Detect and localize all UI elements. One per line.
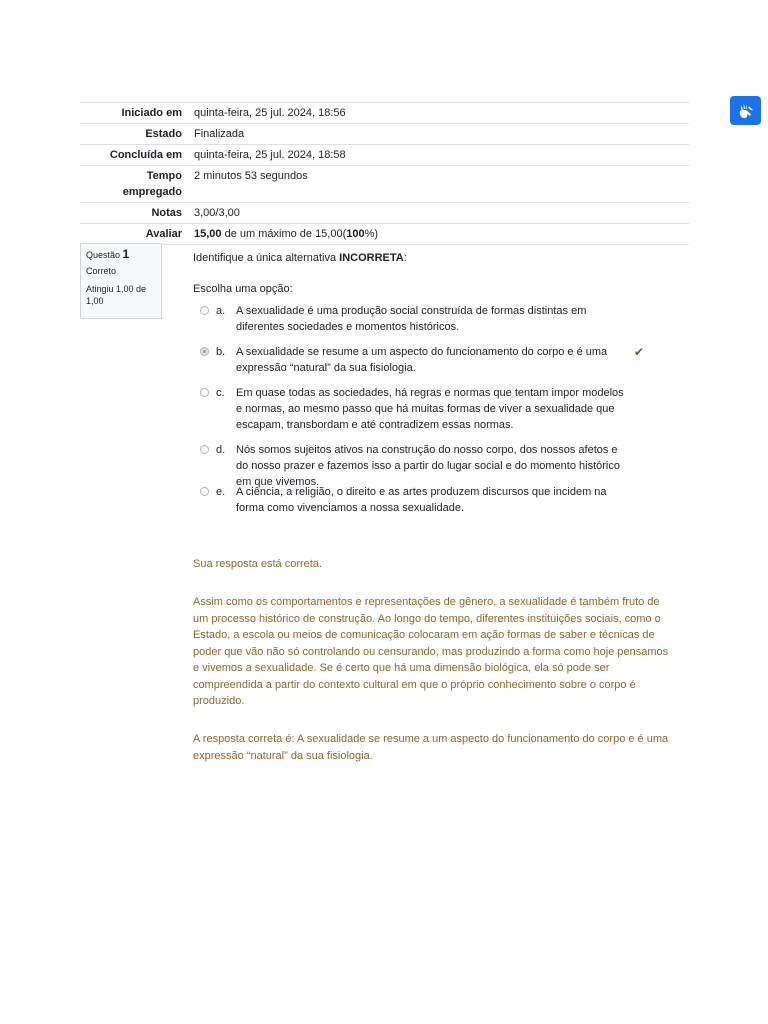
answer-option-a[interactable] bbox=[200, 303, 680, 335]
answer-option-e[interactable] bbox=[200, 484, 680, 516]
answer-prompt: Escolha uma opção: bbox=[193, 283, 293, 295]
feedback-result: Sua resposta está correta. bbox=[193, 558, 323, 570]
answer-letter: e. bbox=[216, 486, 226, 498]
summary-label: Notas bbox=[80, 203, 188, 224]
grade-value bbox=[188, 224, 689, 245]
question-info-box bbox=[80, 243, 162, 319]
answer-letter: a. bbox=[216, 305, 226, 317]
question-text-emphasis: INCORRETA bbox=[339, 252, 404, 264]
question-text-end: : bbox=[403, 252, 407, 264]
answer-text: A sexualidade se resume a um aspecto do funcionamento do corpo e é uma expressão “natural” da sua fisiologia. bbox=[236, 346, 608, 374]
summary-value: Finalizada bbox=[188, 124, 689, 145]
accessibility-button[interactable] bbox=[730, 96, 761, 125]
answer-letter: d. bbox=[216, 444, 226, 456]
answer-option-c[interactable] bbox=[200, 385, 680, 433]
radio-button[interactable] bbox=[200, 487, 209, 496]
grade-text-end: %) bbox=[364, 228, 379, 240]
summary-row-marks bbox=[80, 203, 689, 224]
answer-text: Em quase todas as sociedades, há regras e normas que tentam impor modelos e normas, ao mesmo passo que há muitas formas de viver a sexualidade que escapam, transbordam e até contradizem essas normas. bbox=[236, 387, 624, 431]
answer-option-b[interactable] bbox=[200, 344, 680, 376]
summary-label: Concluída em bbox=[80, 145, 188, 166]
question-points: Atingiu 1,00 de 1,00 bbox=[86, 284, 147, 306]
question-text-start: Identifique a única alternativa bbox=[193, 252, 340, 264]
summary-value: 2 minutos 53 segundos bbox=[188, 166, 689, 203]
summary-row-state bbox=[80, 124, 689, 145]
checkmark-icon: ✔ bbox=[634, 345, 645, 359]
summary-row-time bbox=[80, 166, 689, 203]
radio-button[interactable] bbox=[200, 388, 209, 397]
answer-letter: b. bbox=[216, 346, 226, 358]
answer-text: A sexualidade é uma produção social construída de formas distintas em diferentes sociedades e momentos históricos. bbox=[236, 305, 587, 333]
radio-button[interactable] bbox=[200, 306, 209, 315]
summary-value: quinta-feira, 25 jul. 2024, 18:56 bbox=[188, 103, 689, 124]
grade-text: de um máximo de 15,00( bbox=[221, 228, 347, 240]
question-label: Questão bbox=[86, 250, 121, 260]
grade-score: 15,00 bbox=[194, 228, 222, 240]
question-text bbox=[193, 252, 407, 264]
summary-row-grade bbox=[80, 224, 689, 245]
radio-button[interactable] bbox=[200, 445, 209, 454]
answer-letter: c. bbox=[216, 387, 225, 399]
summary-label: Avaliar bbox=[80, 224, 188, 245]
feedback-correct-answer: A resposta correta é: A sexualidade se resume a um aspecto do funcionamento do corpo e é uma expressão “natural” da sua fisiologia. bbox=[193, 733, 669, 762]
attempt-summary-table bbox=[80, 102, 689, 245]
radio-button-selected[interactable] bbox=[200, 347, 209, 356]
summary-value: 3,00/3,00 bbox=[188, 203, 689, 224]
summary-value: quinta-feira, 25 jul. 2024, 18:58 bbox=[188, 145, 689, 166]
summary-row-completed bbox=[80, 145, 689, 166]
question-status: Correto bbox=[86, 266, 117, 276]
summary-label: Estado bbox=[80, 124, 188, 145]
summary-label: Tempo empregado bbox=[80, 166, 188, 203]
answer-text: Nós somos sujeitos ativos na construção do nosso corpo, dos nossos afetos e do nosso prazer e fazemos isso a partir do lugar social e do momento histórico em que vivemos. bbox=[236, 444, 620, 488]
answer-text: A ciência, a religião, o direito e as artes produzem discursos que incidem na forma como vivenciamos a nossa sexualidade. bbox=[236, 486, 607, 514]
summary-label: Iniciado em bbox=[80, 103, 188, 124]
grade-percent: 100 bbox=[346, 228, 365, 240]
question-number: 1 bbox=[122, 247, 130, 261]
feedback-explanation: Assim como os comportamentos e representações de gênero, a sexualidade é também fruto de um processo histórico de construção. Ao longo do tempo, diferentes instituições sociais, como o Estado, a escola ou meios de comunicação colocaram em ação formas de saber e técnicas de poder que vão não só controlando ou censurando, mas produzindo a forma como hoje pensamos e vivemos a sexualidade. Se é certo que há uma dimensão biológica, ela só pode ser compreendida a partir do contexto cultural em que o próprio conhecimento sobre o corpo é produzido. bbox=[193, 596, 669, 707]
summary-row-started bbox=[80, 103, 689, 124]
answer-option-d[interactable] bbox=[200, 442, 680, 490]
sign-language-hands-icon bbox=[737, 102, 755, 120]
